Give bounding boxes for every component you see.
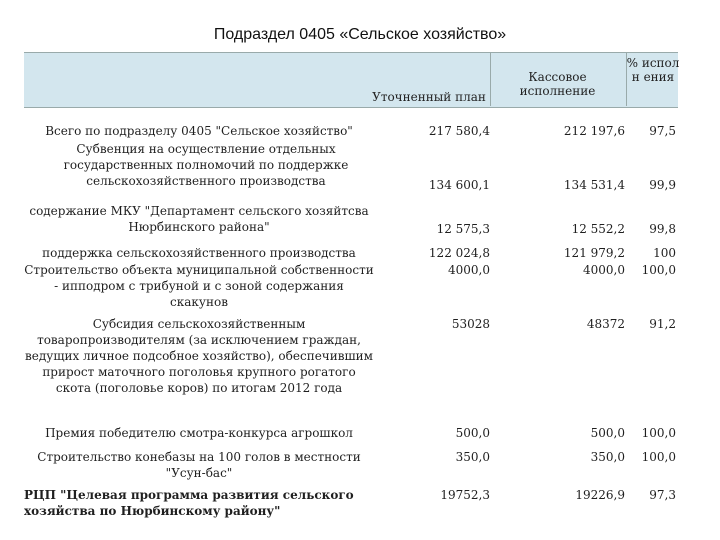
row-pct: 91,2 <box>649 317 676 331</box>
row-label: Субсидия сельскохозяйственным товаропроизводителям (за исключением граждан, ведущих личное подсобное хозяйство), обеспечившим прирост маточного поголовья крупного рогатого скота (поголовье коров) по итогам 2012 года <box>25 317 373 395</box>
row-exec: 48372 <box>586 317 625 331</box>
row-pct: 100,0 <box>641 426 676 440</box>
row-plan: 53028 <box>451 317 490 331</box>
col-header-plan: Уточненный план <box>372 90 486 104</box>
row-pct: 99,9 <box>649 178 676 192</box>
row-exec: 212 197,6 <box>563 124 625 138</box>
row-pct: 100,0 <box>641 263 676 277</box>
row-label: РЦП "Целевая программа развития сельского хозяйства по Нюрбинскому району" <box>24 488 354 518</box>
row-pct: 100,0 <box>641 450 676 464</box>
row-plan: 134 600,1 <box>428 178 490 192</box>
row-plan: 4000,0 <box>448 263 490 277</box>
row-plan: 19752,3 <box>440 488 490 502</box>
row-label: поддержка сельскохозяйственного производства <box>42 246 356 260</box>
col-header-exec: Кассовое исполнение <box>519 70 596 98</box>
row-exec: 12 552,2 <box>571 222 625 236</box>
row-label: Премия победителю смотра-конкурса агрошкол <box>45 426 353 440</box>
row-pct: 99,8 <box>649 222 676 236</box>
row-pct: 97,5 <box>649 124 676 138</box>
row-label: Субвенция на осуществление отдельных государственных полномочий по поддержке сельскохозяйственного производства <box>63 142 349 188</box>
row-label: Всего по подразделу 0405 "Сельское хозяйство" <box>45 124 353 138</box>
page-title: Подраздел 0405 «Сельское хозяйство» <box>213 26 507 43</box>
row-pct: 97,3 <box>649 488 676 502</box>
row-plan: 122 024,8 <box>428 246 490 260</box>
row-exec: 121 979,2 <box>563 246 625 260</box>
row-exec: 4000,0 <box>583 263 625 277</box>
row-label: содержание МКУ "Департамент сельского хозяйтсва Нюрбинского района" <box>29 204 369 234</box>
row-exec: 350,0 <box>590 450 625 464</box>
col-header-pct: % исполн ения <box>626 56 680 84</box>
row-plan: 217 580,4 <box>428 124 490 138</box>
row-exec: 134 531,4 <box>563 178 625 192</box>
row-plan: 12 575,3 <box>436 222 490 236</box>
row-exec: 500,0 <box>590 426 625 440</box>
row-label: Строительство объекта муниципальной собственности - ипподром с трибуной и с зоной содержания скакунов <box>24 263 374 309</box>
header-divider <box>490 52 491 106</box>
row-exec: 19226,9 <box>575 488 625 502</box>
row-plan: 500,0 <box>455 426 490 440</box>
row-pct: 100 <box>653 246 676 260</box>
row-plan: 350,0 <box>455 450 490 464</box>
row-label: Строительство конебазы на 100 голов в местности "Усун-бас" <box>37 450 361 480</box>
